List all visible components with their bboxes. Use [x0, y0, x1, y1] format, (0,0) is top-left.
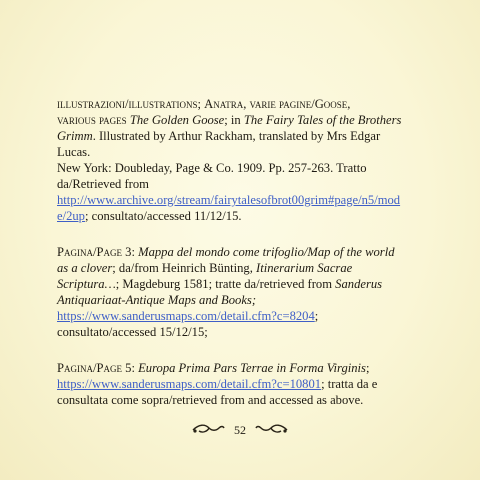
- page-num: 5:: [122, 361, 139, 375]
- fleuron-right-icon: [255, 421, 289, 439]
- accessed-text: ; tratta da e consultata come sopra/retrieved from and accessed as above.: [57, 377, 378, 407]
- pages-label: various pages: [57, 113, 127, 127]
- page-label: Pagina/Page: [57, 245, 122, 259]
- entry-text: ; da/from Heinrich Bünting,: [112, 261, 257, 275]
- map-title: Mappa del mondo come trifoglio/Map of the world as a clover: [57, 245, 395, 275]
- book-title: The Fairy Tales of the Brothers: [243, 113, 402, 127]
- archive-link[interactable]: http://www.archive.org/stream/fairytalesofbrot00grim#page/n5/mode/2up: [57, 193, 401, 223]
- map-title: Europa Prima Pars Terrae in Forma Virginis: [138, 361, 366, 375]
- entry-text: ;: [365, 361, 370, 375]
- accessed-text: ; consultato/accessed 15/12/15;: [57, 309, 319, 339]
- entry-line: [57, 96, 402, 112]
- entry-paragraph: [57, 244, 402, 340]
- credits-page: [57, 96, 402, 428]
- sanderus-link-10801[interactable]: https://www.sanderusmaps.com/detail.cfm?c=10801: [57, 377, 322, 391]
- story-title: The Golden Goose: [126, 113, 225, 127]
- entry-text: ; in: [224, 113, 244, 127]
- entry-line: [57, 112, 402, 128]
- sanderus-link-8204[interactable]: https://www.sanderusmaps.com/detail.cfm?c=8204: [57, 309, 315, 323]
- entry-line: da/Retrieved from: [57, 177, 149, 191]
- credit-entry-page5: [57, 360, 402, 408]
- entry-line: New York: Doubleday, Page & Co. 1909. Pp. 257-263. Tratto: [57, 161, 367, 175]
- entry-text: . Illustrated by Arthur Rackham, translated by Mrs Edgar Lucas.: [57, 129, 381, 159]
- entry-text: ; Magdeburg 1581; tratte da/retrieved from: [115, 277, 336, 291]
- page-num: 3:: [122, 245, 139, 259]
- credit-entry-goose: [57, 96, 402, 224]
- fleuron-left-icon: [191, 421, 225, 439]
- credit-entry-page3: [57, 244, 402, 340]
- page-number: 52: [234, 423, 246, 438]
- illustration-title: Anatra, varie pagine/Goose,: [204, 97, 351, 111]
- accessed-text: ; consultato/accessed 11/12/15.: [84, 209, 242, 223]
- entry-line: [57, 128, 402, 160]
- book-title-cont: Grimm: [57, 129, 93, 143]
- page-footer: [0, 421, 480, 437]
- section-label: illustrazioni/illustrations;: [57, 97, 201, 111]
- source-title: Itinerarium Sacrae Scriptura…: [57, 261, 353, 291]
- entry-line: [57, 192, 402, 224]
- page-label: Pagina/Page: [57, 361, 122, 375]
- source-name: Sanderus Antiquariaat-Antique Maps and Books;: [57, 277, 383, 307]
- entry-paragraph: [57, 360, 402, 408]
